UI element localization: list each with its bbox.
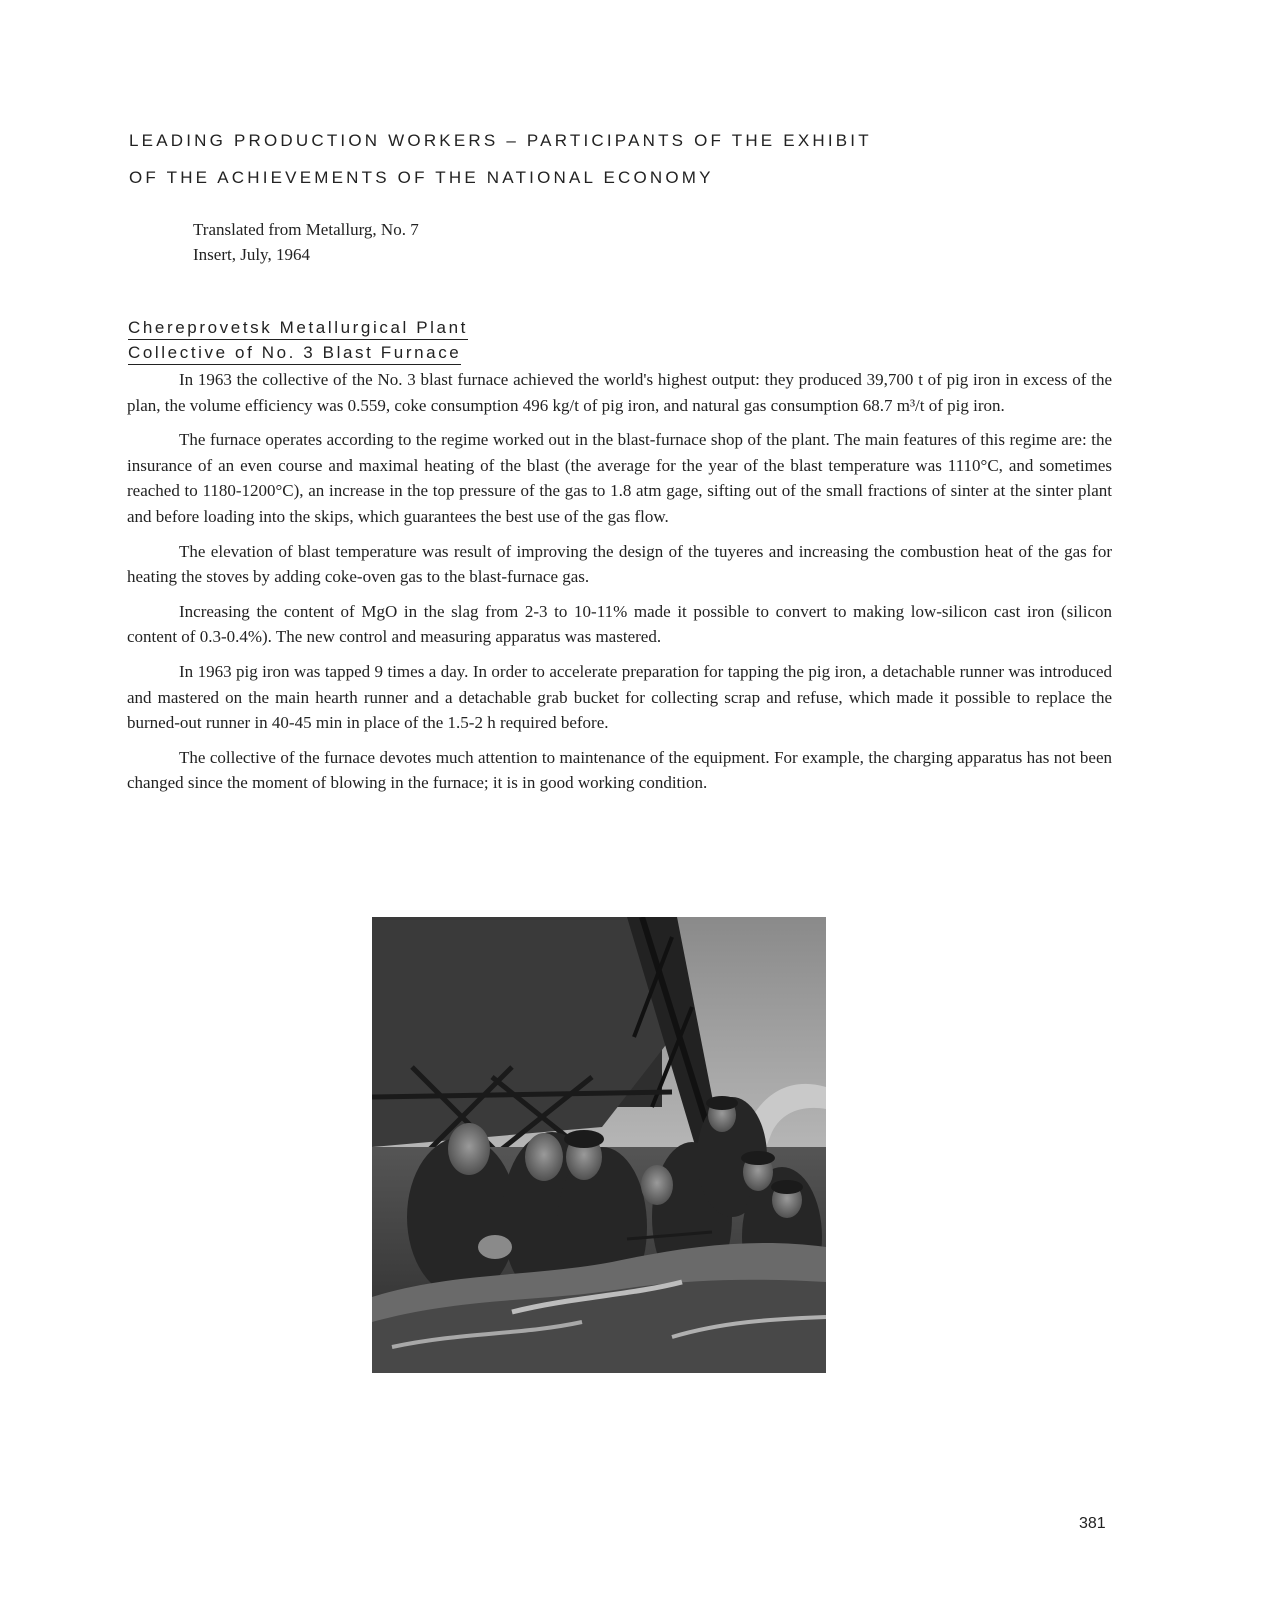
paragraph: The elevation of blast temperature was result of improving the design of the tuyeres and increasing the combustion heat of the gas for heating the stoves by adding coke-oven gas to the blast-furnace gas. bbox=[127, 541, 1112, 587]
blast-furnace-crew-photo bbox=[372, 917, 826, 1373]
paragraph: In 1963 the collective of the No. 3 blast furnace achieved the world's highest output: they produced 39,700 t of pig iron in excess of the plan, the volume efficiency was 0.559, coke consumption 496 kg/t of pig iron, and natural gas consumption 68.7 m³/t of pig iron. bbox=[127, 370, 1112, 415]
paragraph: Increasing the content of MgO in the slag from 2-3 to 10-11% made it possible to convert to making low-silicon cast iron (silicon content of 0.3-0.4%). The new control and measuring apparatus was mastered. bbox=[127, 601, 1112, 647]
source-citation-line-1: Translated from Metallurg, No. 7 bbox=[193, 220, 419, 239]
article-title-line-2: OF THE ACHIEVEMENTS OF THE NATIONAL ECONOMY bbox=[129, 168, 714, 187]
paragraph: The furnace operates according to the regime worked out in the blast-furnace shop of the plant. The main features of this regime are: the insurance of an even course and maximal heating of the blast (the average for the year of the blast temperature was 1110°C, and sometimes reached to 1180-1200°C), an increase in the top pressure of the gas to 1.8 atm gage, sifting out of the small fractions of sinter at the sinter plant and before loading into the skips, which guarantees the best use of the gas flow. bbox=[127, 430, 1112, 526]
article-title-line-1: LEADING PRODUCTION WORKERS – PARTICIPANTS OF THE EXHIBIT bbox=[129, 131, 872, 150]
section-heading-line-1: Chereprovetsk Metallurgical Plant bbox=[128, 318, 468, 340]
paragraph: In 1963 pig iron was tapped 9 times a day. In order to accelerate preparation for tapping the pig iron, a detachable runner was introduced and mastered on the main hearth runner and a detachable grab bucket for collecting scrap and refuse, which made it possible to replace the burned-out runner in 40-45 min in place of the 1.5-2 h required before. bbox=[127, 661, 1112, 733]
page-number: 381 bbox=[1079, 1515, 1106, 1532]
article-body bbox=[127, 367, 1112, 805]
paragraph: The collective of the furnace devotes much attention to maintenance of the equipment. For example, the charging apparatus has not been changed since the moment of blowing in the furnace; it is in good working condition. bbox=[127, 747, 1112, 793]
source-citation-line-2: Insert, July, 1964 bbox=[193, 245, 310, 264]
section-heading-line-2: Collective of No. 3 Blast Furnace bbox=[128, 343, 461, 365]
